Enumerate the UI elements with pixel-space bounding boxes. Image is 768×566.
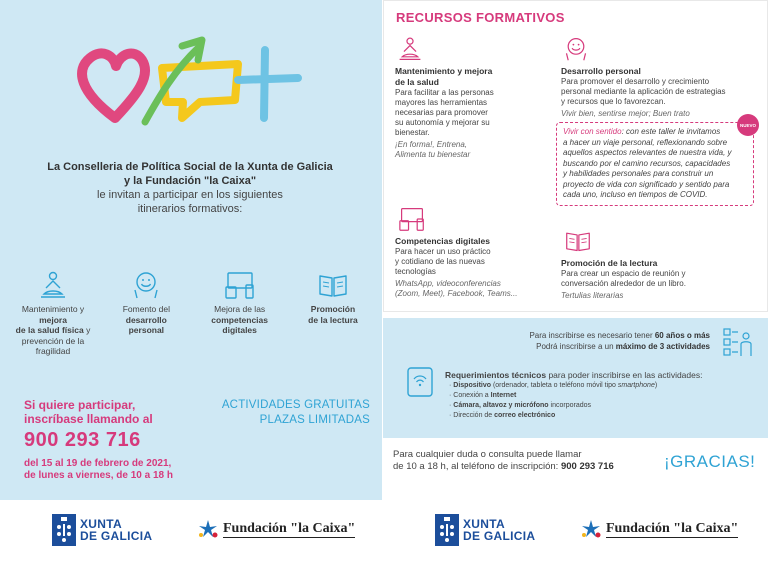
checklist-person-icon: [722, 326, 754, 360]
contact-line-2: de 10 a 18 h, al teléfono de inscripción:: [393, 461, 561, 472]
tech-item-internet: · Conexión a Internet: [449, 392, 517, 399]
resource-digitales-desc-1: Para hacer un uso práctico: [395, 247, 491, 256]
category-desarrollo: [101, 270, 191, 357]
category-salud-text-e: prevención de la fragilidad: [21, 335, 85, 356]
new-workshop-line-3: aquellos aspectos relevantes de nuestra vida, y: [563, 148, 732, 157]
category-desarrollo-text-c: personal: [128, 325, 165, 335]
registration-line-1: Para inscribirse es necesario tener: [529, 331, 655, 340]
caixa-logo-text: Fundación "la Caixa": [223, 520, 356, 536]
intro-line-2: y la Fundación "la Caixa": [123, 175, 257, 187]
devices-icon: [397, 206, 427, 232]
resource-lectura: [561, 228, 751, 301]
resource-salud-tag-1: ¡En forma!, Entrena,: [395, 140, 468, 149]
resource-lectura-tag: Tertulias literarias: [561, 291, 624, 300]
xunta-logo-right: [435, 514, 535, 546]
free-line-1: ACTIVIDADES GRATUITAS: [221, 399, 370, 411]
category-salud-text-c: de la salud física: [15, 325, 84, 335]
registration-max: máximo de 3 actividades: [615, 342, 710, 351]
xunta-logo-line-2: DE GALICIA: [463, 529, 536, 543]
resource-desarrollo-desc-1: Para promover el desarrollo y crecimiento: [561, 77, 710, 86]
cta-dates-1: del 15 al 19 de febrero de 2021,: [24, 458, 172, 469]
category-desarrollo-text-b: desarrollo: [125, 314, 167, 325]
intro-line-3: le invitan a participar en los siguientes: [97, 189, 283, 201]
tech-item-email: · Dirección de correo electrónico: [449, 412, 556, 419]
resource-salud-desc-1: Para facilitar a las personas: [395, 88, 494, 97]
tech-item-device-smartphone: smartphone: [617, 382, 655, 389]
resource-desarrollo: [561, 36, 756, 119]
xunta-logo-line-1: XUNTA: [80, 517, 122, 531]
resource-salud-desc-3: necesarias para promover: [395, 108, 488, 117]
resource-desarrollo-desc-3: y recursos que lo favorezcan.: [561, 97, 666, 106]
left-panel: [0, 0, 382, 500]
free-activities: [220, 398, 370, 428]
caixa-star-icon: [578, 518, 604, 540]
contact-info: [393, 449, 653, 473]
registration-info: [529, 330, 710, 352]
cta-dates-2: de lunes a viernes, de 10 a 18 h: [24, 470, 173, 481]
category-lectura-text-a: Promoción: [310, 304, 356, 314]
cta-phone[interactable]: 900 293 716: [24, 429, 141, 451]
intro-text: [20, 160, 360, 216]
happy-face-icon: [563, 36, 589, 62]
caixa-logo-text: Fundación "la Caixa": [606, 520, 739, 536]
cta-line-2: inscríbase llamando al: [24, 412, 153, 426]
meditation-icon: [397, 36, 423, 62]
new-workshop-box: [556, 122, 754, 206]
category-list: [8, 270, 378, 357]
resource-digitales-desc-3: tecnologías: [395, 267, 436, 276]
tech-requirements: [445, 370, 702, 421]
intro-line-1: La Conselleria de Política Social de la Xunta de Galicia: [47, 161, 333, 173]
category-salud-text-b: mejora: [39, 314, 67, 325]
resource-salud-desc-4: su autonomía y mejorar su: [395, 118, 490, 127]
resource-desarrollo-desc-2: personal mediante la aplicación de estrategias: [561, 87, 726, 96]
contact-phone[interactable]: 900 293 716: [560, 461, 614, 472]
book-icon: [317, 270, 349, 300]
new-workshop-line-5: y habilidades personales para construir un: [563, 169, 714, 178]
registration-line-2: Podrá inscribirse a un: [536, 342, 616, 351]
category-salud-text-d: y: [83, 325, 91, 335]
xunta-logo-left: [52, 514, 152, 546]
category-desarrollo-text-a: Fomento del: [122, 304, 170, 314]
resource-desarrollo-tag: Vivir bien, sentirse mejor; Buen trato: [561, 109, 690, 118]
xunta-shield-icon: [52, 514, 76, 546]
tech-item-internet-text: Conexión a: [453, 392, 491, 399]
resource-digitales-tag-1: WhatsApp, videoconferencias: [395, 279, 501, 288]
category-lectura: [288, 270, 378, 357]
xunta-logo-line-1: XUNTA: [463, 517, 505, 531]
resource-digitales: [395, 206, 530, 299]
xunta-shield-icon: [435, 514, 459, 546]
contact-line-1: Para cualquier duda o consulta puede llamar: [393, 449, 582, 460]
devices-icon: [224, 270, 256, 300]
intro-line-4: itinerarios formativos:: [137, 203, 243, 215]
resource-salud-tag-2: Alimenta tu bienestar: [395, 150, 471, 159]
new-workshop-name: Vivir con sentido: [563, 127, 622, 136]
resource-lectura-desc-2: conversación alrededor de un libro.: [561, 279, 686, 288]
tech-item-email-label: correo electrónico: [494, 412, 556, 419]
new-workshop-line-1: : con este taller le invitamos: [621, 127, 721, 136]
tech-item-device-end: ): [654, 382, 658, 389]
tech-item-device: · Dispositivo (ordenador, tableta o teléfono móvil tipo smartphone): [449, 382, 658, 389]
resource-lectura-desc-1: Para crear un espacio de reunión y: [561, 269, 686, 278]
book-icon: [563, 228, 593, 254]
xunta-logo-text: [80, 518, 152, 542]
tech-item-device-text: (ordenador, tableta o teléfono móvil tipo: [491, 382, 618, 389]
call-to-action: [24, 398, 224, 482]
resource-desarrollo-title: Desarrollo personal: [561, 66, 641, 76]
new-workshop-line-7: cada uno, incluso en tiempos de COVID.: [563, 190, 708, 199]
resource-salud-title-1: Mantenimiento y mejora: [395, 66, 493, 76]
resource-digitales-desc-2: y cotidiano de las nuevas: [395, 257, 485, 266]
xunta-logo-text: [463, 518, 535, 542]
resource-salud: [395, 36, 515, 160]
tablet-wifi-icon: [405, 366, 435, 398]
caixa-star-icon: [195, 518, 221, 540]
registration-age: 60 años o más: [654, 331, 710, 340]
tech-title-rest: para poder inscribirse en las actividades:: [546, 370, 703, 380]
tech-item-camera-text: incorporados: [548, 402, 592, 409]
tech-title: Requerimientos técnicos: [445, 370, 547, 380]
xunta-logo-line-2: DE GALICIA: [80, 529, 153, 543]
resource-lectura-title: Promoción de la lectura: [561, 258, 658, 268]
thanks-text: ¡GRACIAS!: [664, 452, 756, 471]
resource-digitales-title: Competencias digitales: [395, 236, 490, 246]
resources-title: RECURSOS FORMATIVOS: [396, 10, 565, 25]
category-digitales: [195, 270, 285, 357]
category-salud-text-a: Mantenimiento y: [21, 304, 85, 314]
category-digitales-text-a: Mejora de las: [214, 304, 266, 314]
happy-face-icon: [131, 270, 161, 300]
new-workshop-line-2: a hacer un viaje personal, reflexionando sobre: [563, 137, 728, 147]
category-lectura-text-b: de la lectura: [308, 314, 358, 325]
meditation-icon: [38, 270, 68, 300]
new-badge: NUEVO: [737, 114, 759, 136]
resource-salud-desc-5: bienestar.: [395, 128, 430, 137]
new-workshop-line-6: proyecto de vida con significado y sentido para: [563, 179, 730, 189]
category-salud: [8, 270, 98, 357]
tech-item-camera-label: Cámara, altavoz y micrófono: [453, 402, 549, 409]
caixa-logo-left: [195, 518, 355, 540]
category-digitales-text-c: digitales: [222, 325, 257, 335]
resource-salud-desc-2: mayores las herramientas: [395, 98, 488, 107]
tech-item-camera: · Cámara, altavoz y micrófono incorporados: [449, 402, 592, 409]
tech-item-internet-label: Internet: [490, 392, 517, 399]
caixa-logo-right: [578, 518, 738, 540]
info-panel: [383, 318, 768, 438]
resource-salud-title-2: de la salud: [395, 77, 439, 87]
tech-item-device-label: Dispositivo: [453, 382, 492, 389]
category-digitales-text-b: competencias: [211, 314, 268, 325]
cta-line-1: Si quiere participar,: [24, 398, 136, 412]
free-line-2: PLAZAS LIMITADAS: [259, 414, 370, 426]
brand-illustration: [70, 30, 310, 130]
resource-digitales-tag-2: (Zoom, Meet), Facebook, Teams...: [395, 289, 518, 298]
tech-item-email-text: Dirección de: [453, 412, 495, 419]
new-workshop-line-4: buscando por el camino recursos, capacidades: [563, 158, 731, 168]
